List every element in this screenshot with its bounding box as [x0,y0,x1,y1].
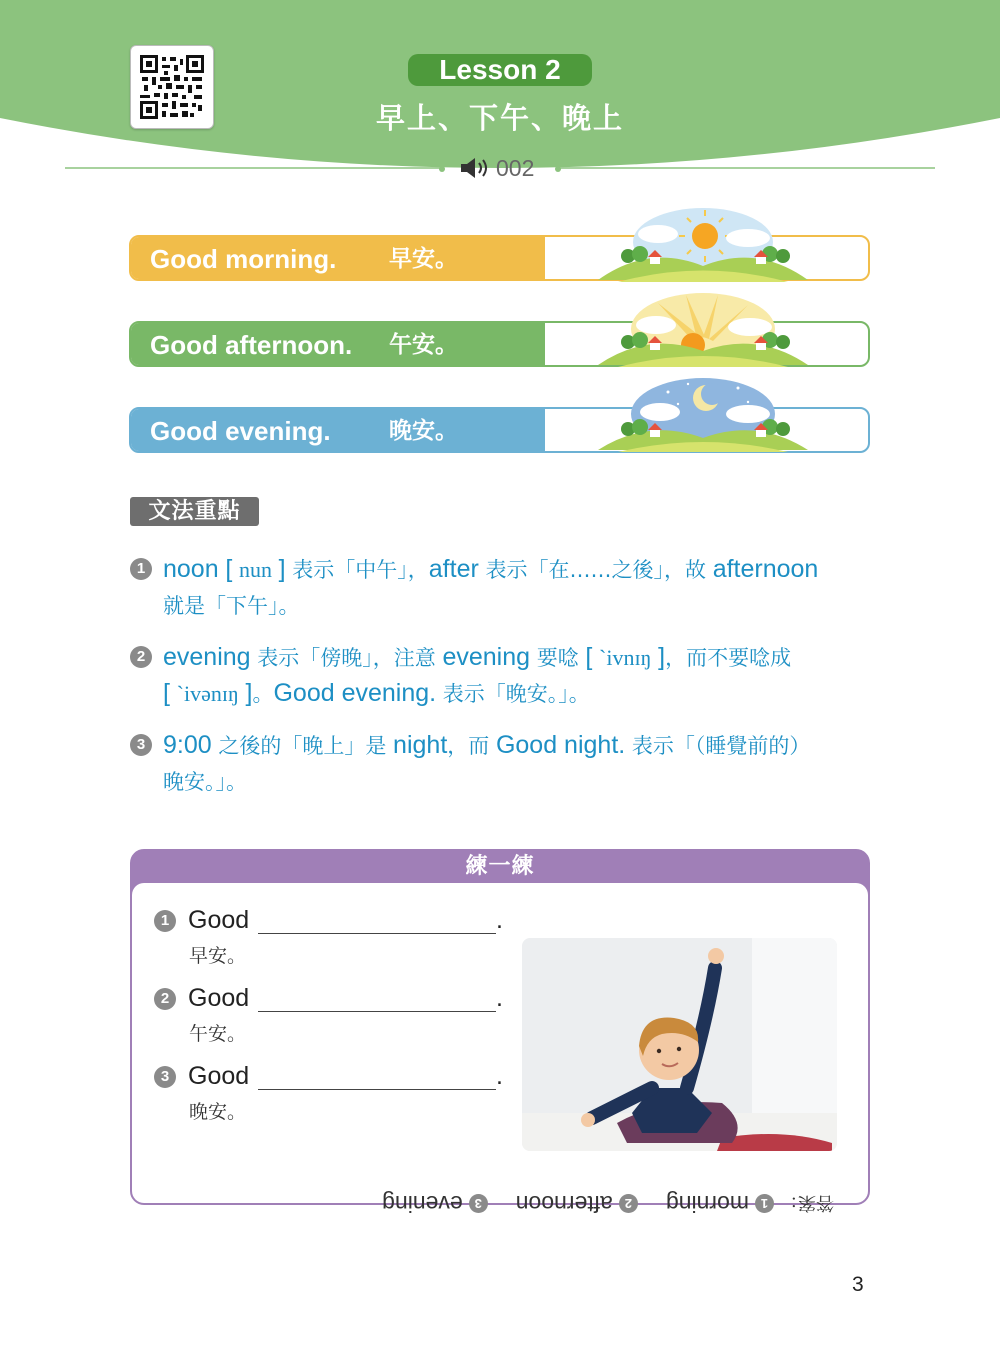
note-word: 9:00 [163,731,212,759]
answer-label: 答案： [780,1192,834,1213]
item-word: Good [188,984,250,1012]
note-phonetic: ˋivənɪŋ [176,681,239,706]
note-text: 表示「晚安。」。 [442,682,590,706]
note-word: afternoon [712,555,819,583]
note-line: 晚安。」。 [163,770,247,794]
note-number: 2 [130,646,152,668]
practice-body [132,883,868,1218]
item-hint: 午安。 [189,1023,247,1045]
answer-word: morning [665,1191,749,1218]
note-line [163,642,791,672]
speaker-icon [460,156,492,180]
note-bracket: [ [225,555,233,583]
note-line [163,730,810,760]
note-text: 。 [252,682,274,706]
note-word: Good evening. [273,679,437,707]
note-bracket: [ [163,679,170,707]
phrase-chinese: 早安。 [389,246,458,272]
audio-track-number: 002 [496,154,535,181]
afternoon-sun-scene [598,289,808,369]
item-hint: 早安。 [189,945,247,967]
note-word: night [393,731,448,759]
note-phonetic: ˋivnɪŋ [599,645,652,670]
answer-key [354,1189,834,1219]
note-word: evening [163,643,251,671]
answer-word: afternoon [515,1191,613,1218]
note-text: 要唸 [536,646,579,670]
answer-blank[interactable] [258,1011,496,1012]
note-line: 就是「下午」。 [163,594,300,618]
answer-number: 2 [619,1195,638,1214]
note-line [163,554,818,584]
item-period: . [496,906,503,934]
page-number: 3 [852,1273,864,1296]
note-word: noon [163,555,219,583]
grammar-heading: 文法重點 [130,497,259,526]
item-period: . [496,1062,503,1090]
practice-item-1 [154,905,514,965]
qr-pattern [140,55,204,119]
evening-moon-scene [598,374,808,454]
note-bracket: ] [245,679,253,707]
note-text: 之後的「晚上」是 [218,734,387,758]
boy-stretching-photo [522,938,837,1151]
answer-word: evening [382,1191,463,1218]
item-period: . [496,984,503,1012]
note-number: 3 [130,734,152,756]
answer-number: 3 [469,1195,488,1214]
lesson-label: Lesson 2 [408,54,592,86]
note-phonetic: nun [238,557,272,582]
note-text: 表示「在……之後」，故 [485,558,706,582]
phrase-english: Good evening. [150,416,331,446]
morning-sun-scene [598,204,808,284]
practice-item-3 [154,1061,514,1121]
note-bracket: [ [585,643,593,671]
qr-code-icon[interactable] [130,45,214,129]
phrase-chinese: 晚安。 [389,418,458,444]
answer-blank[interactable] [258,933,496,934]
note-text: 表示「傍晚」，注意 [257,646,436,670]
item-number: 1 [154,910,176,932]
answer-number: 1 [755,1195,774,1214]
audio-track[interactable] [460,154,534,182]
item-word: Good [188,906,250,934]
note-text: ，而不要唸成 [665,646,792,670]
note-bracket: ] [658,643,666,671]
item-number: 2 [154,988,176,1010]
phrase-english: Good afternoon. [150,330,353,360]
answer-blank[interactable] [258,1089,496,1090]
note-word: Good night. [495,731,626,759]
note-text: ，而 [447,734,490,758]
item-word: Good [188,1062,250,1090]
note-line [163,678,590,708]
item-number: 3 [154,1066,176,1088]
phrase-english: Good morning. [150,244,337,274]
lesson-title: 早上、下午、晚上 [375,101,624,135]
item-hint: 晚安。 [189,1101,247,1123]
note-word: after [428,555,479,583]
note-number: 1 [130,558,152,580]
practice-item-2 [154,983,514,1043]
practice-box [130,849,870,1218]
note-bracket: ] [278,555,286,583]
note-text: 表示「中午」， [292,558,429,582]
note-text: 表示「（睡覺前的） [631,734,811,758]
practice-heading: 練一練 [465,854,535,879]
phrase-chinese: 午安。 [389,332,458,358]
note-word: evening [442,643,531,671]
